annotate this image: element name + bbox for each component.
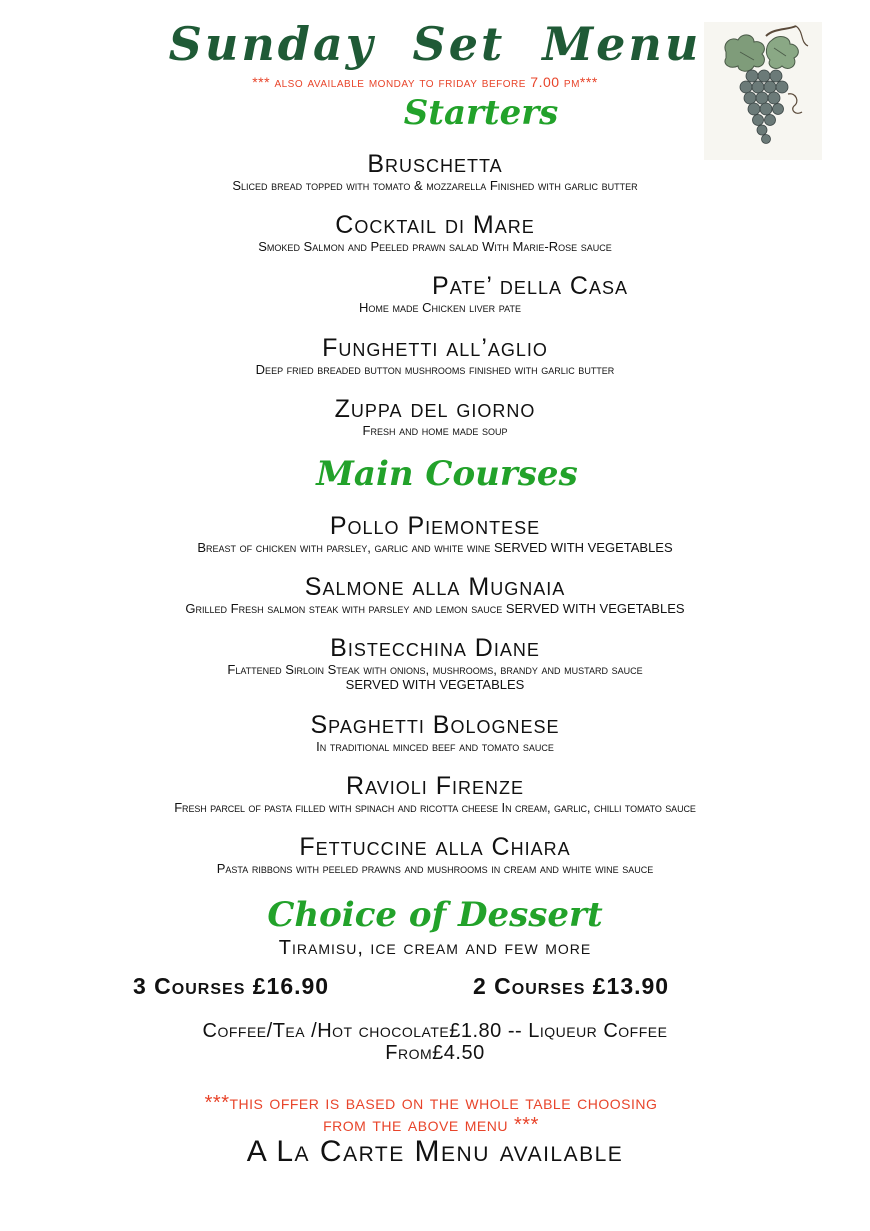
a-la-carte-note: A La Carte Menu available — [246, 1135, 624, 1168]
dish-description: Smoked Salmon and Peeled prawn salad With Marie-Rose sauce — [258, 239, 612, 254]
dish-name: Bistecchina Diane — [330, 634, 540, 662]
dish-description: Breast of chicken with parsley, garlic and white wine SERVED WITH VEGETABLES — [197, 540, 673, 555]
dish-description: Flattened Sirloin Steak with onions, mushrooms, brandy and mustard sauce — [227, 662, 643, 677]
dessert-description: Tiramisu, ice cream and few more — [278, 937, 592, 959]
starters-heading: Starters — [403, 93, 559, 133]
menu-item — [0, 634, 870, 692]
dish-name: Pollo Piemontese — [329, 512, 541, 540]
dish-name: Bruschetta — [367, 150, 503, 178]
menu-item — [0, 512, 870, 555]
dish-name: Pate’ della Casa — [432, 272, 628, 300]
menu-item — [0, 573, 870, 616]
menu-item — [90, 272, 790, 315]
main-courses-heading: Main Courses — [316, 454, 578, 494]
drinks-line: From£4.50 — [385, 1042, 485, 1064]
dish-name: Zuppa del giorno — [334, 395, 536, 423]
dish-name: Funghetti all’aglio — [322, 334, 548, 362]
menu-item — [0, 833, 870, 876]
menu-item — [0, 772, 870, 815]
dish-description: In traditional minced beef and tomato sauce — [316, 739, 554, 754]
dish-description: Deep fried breaded button mushrooms finished with garlic butter — [255, 362, 615, 377]
dish-name: Spaghetti Bolognese — [310, 711, 560, 739]
menu-item — [0, 150, 870, 193]
dish-name: Ravioli Firenze — [346, 772, 524, 800]
dessert-heading: Choice of Dessert — [267, 895, 603, 935]
two-course-price: 2 Courses £13.90 — [473, 973, 670, 999]
dish-name: Salmone alla Mugnaia — [304, 573, 566, 601]
dish-name: Fettuccine alla Chiara — [299, 833, 571, 861]
offer-note: from the above menu *** — [323, 1114, 539, 1136]
menu-title: Sunday Set Menu — [168, 17, 702, 71]
dish-description: Fresh and home made soup — [362, 423, 508, 438]
menu-item — [0, 334, 870, 377]
three-course-price: 3 Courses £16.90 — [133, 973, 330, 999]
drinks-line: Coffee/Tea /Hot chocolate£1.80 -- Liqueur Coffee — [202, 1020, 668, 1042]
availability-note: *** also available monday to friday before 7.00 pm*** — [252, 74, 598, 90]
menu-item — [0, 395, 870, 438]
menu-item — [0, 211, 870, 254]
offer-note: ***this offer is based on the whole table choosing — [204, 1092, 658, 1114]
dish-description: Home made Chicken liver pate — [359, 300, 521, 315]
dish-description: SERVED WITH VEGETABLES — [345, 677, 525, 692]
dish-description: Pasta ribbons with peeled prawns and mushrooms in cream and white wine sauce — [216, 861, 654, 876]
dish-name: Cocktail di Mare — [335, 211, 535, 239]
dish-description: Fresh parcel of pasta filled with spinach and ricotta cheese In cream, garlic, chilli tomato sauce — [174, 800, 696, 815]
menu-item — [0, 711, 870, 754]
dish-description: Sliced bread topped with tomato & mozzarella Finished with garlic butter — [232, 178, 638, 193]
dish-description: Grilled Fresh salmon steak with parsley and lemon sauce SERVED WITH VEGETABLES — [185, 601, 685, 616]
